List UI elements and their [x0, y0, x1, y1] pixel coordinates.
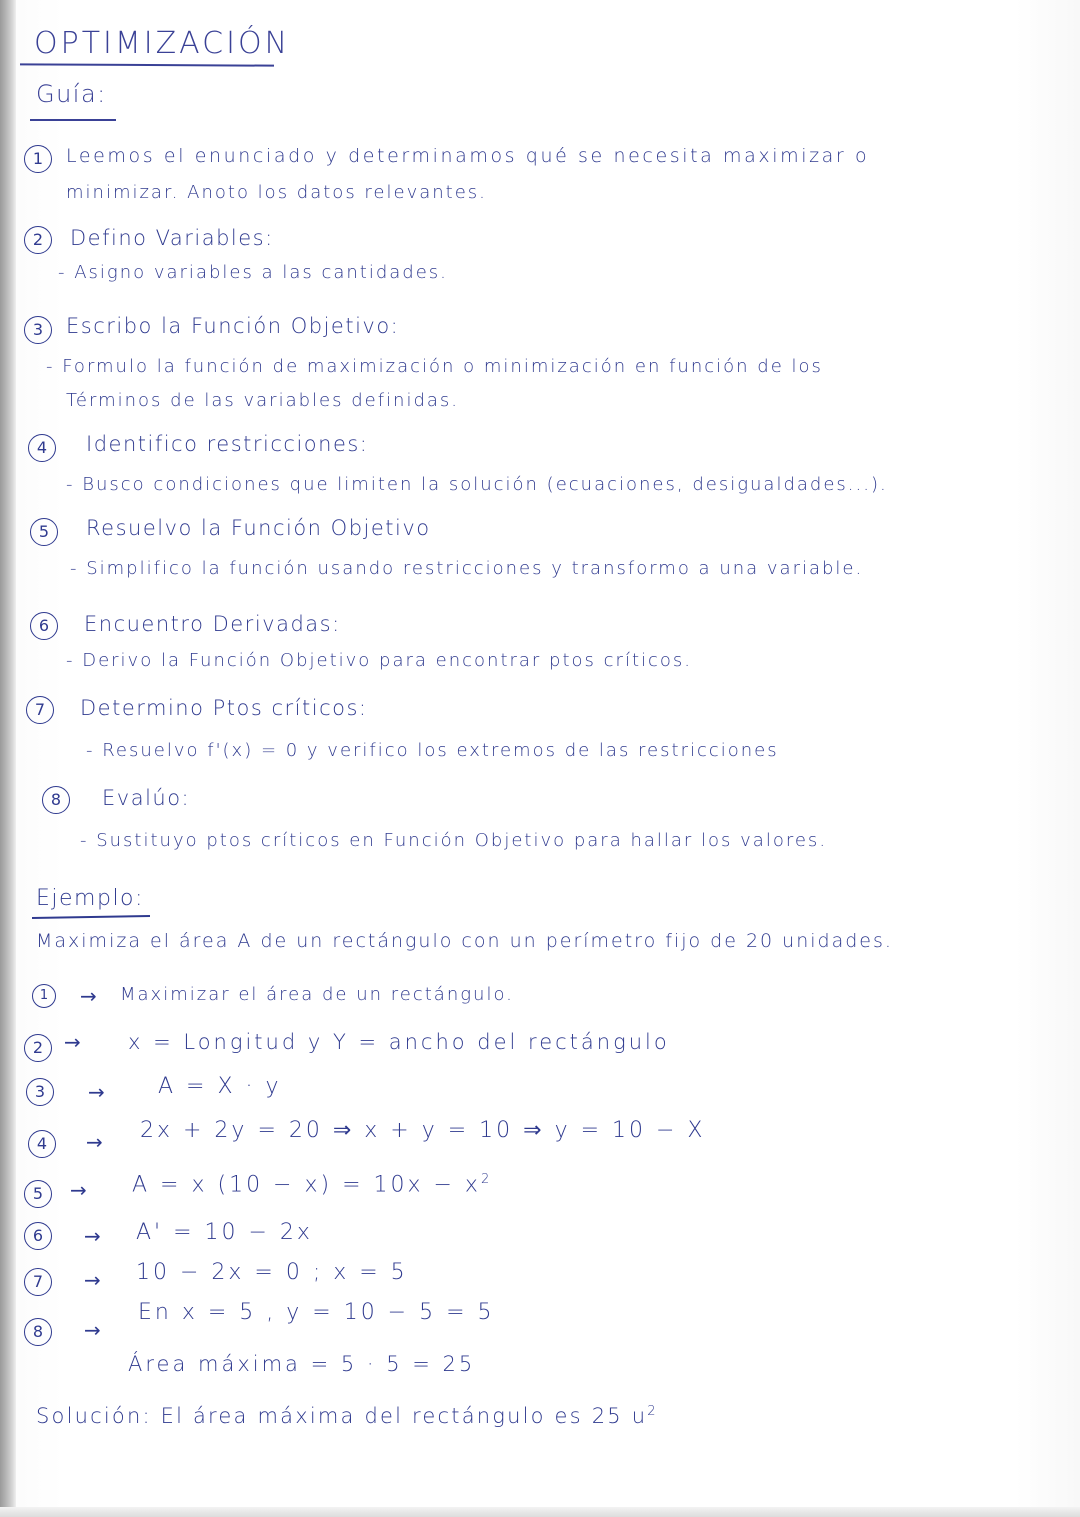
step-number-badge: 1 — [24, 145, 52, 173]
arrow-right-icon: → — [64, 1030, 81, 1054]
guide-underline — [30, 119, 116, 121]
example-step-text: A' = 10 − 2x — [136, 1220, 313, 1245]
step-title: Encuentro Derivadas: — [84, 612, 341, 636]
page-title: OPTIMIZACIÓN — [34, 26, 291, 61]
arrow-right-icon: → — [88, 1080, 105, 1104]
step-number-badge: 2 — [24, 226, 52, 254]
step-text: Términos de las variables definidas. — [66, 390, 460, 411]
step-title: Evalúo: — [102, 786, 191, 810]
example-step-badge: 1 — [32, 984, 56, 1008]
exponent: 2 — [480, 1172, 493, 1187]
title-underline — [20, 63, 274, 66]
example-step-badge: 5 — [24, 1180, 52, 1208]
example-step-badge: 3 — [26, 1078, 54, 1106]
arrow-right-icon: → — [70, 1178, 87, 1202]
step-text: - Resuelvo f'(x) = 0 y verifico los extremos de las restricciones — [86, 740, 779, 761]
step-text: - Busco condiciones que limiten la solución (ecuaciones, desigualdades...). — [66, 474, 888, 495]
example-step-badge: 4 — [28, 1130, 56, 1158]
step-number-badge: 8 — [42, 786, 70, 814]
example-step-badge: 6 — [24, 1222, 52, 1250]
example-step-text: x = Longitud y Y = ancho del rectángulo — [128, 1030, 670, 1054]
solution-line — [36, 1404, 658, 1428]
step-title: Identifico restricciones: — [86, 432, 369, 456]
solution-text: Solución: El área máxima del rectángulo es 25 u — [36, 1404, 648, 1428]
step-text: - Asigno variables a las cantidades. — [58, 262, 448, 283]
example-step-text: 2x + 2y = 20 ⇒ x + y = 10 ⇒ y = 10 − X — [140, 1118, 706, 1143]
guide-heading: Guía: — [36, 80, 107, 108]
step-text: - Formulo la función de maximización o minimización en función de los — [46, 356, 823, 377]
example-step-badge: 7 — [24, 1268, 52, 1296]
example-heading: Ejemplo: — [36, 886, 144, 911]
arrow-right-icon: → — [84, 1268, 101, 1292]
step-number-badge: 4 — [28, 434, 56, 462]
example-step-badge: 8 — [24, 1318, 52, 1346]
example-step-text: En x = 5 , y = 10 − 5 = 5 — [138, 1300, 495, 1325]
step-number-badge: 3 — [24, 316, 52, 344]
example-step-expression: A = x (10 − x) = 10x − x — [132, 1172, 481, 1198]
example-problem-statement: Maximiza el área A de un rectángulo con un perímetro fijo de 20 unidades. — [36, 930, 893, 952]
scan-left-edge — [0, 0, 16, 1517]
step-text: minimizar. Anoto los datos relevantes. — [66, 182, 487, 203]
step-title: Escribo la Función Objetivo: — [66, 314, 400, 338]
step-text: - Derivo la Función Objetivo para encontrar ptos críticos. — [66, 650, 693, 671]
exponent: 2 — [647, 1404, 658, 1419]
step-title: Determino Ptos críticos: — [80, 696, 368, 720]
step-text: - Simplifico la función usando restricciones y transformo a una variable. — [70, 558, 864, 579]
step-title: Resuelvo la Función Objetivo — [86, 516, 431, 540]
step-text: - Sustituyo ptos críticos en Función Objetivo para hallar los valores. — [80, 830, 828, 851]
arrow-right-icon: → — [80, 984, 97, 1008]
arrow-right-icon: → — [84, 1224, 101, 1248]
step-number-badge: 6 — [30, 612, 58, 640]
arrow-right-icon: → — [86, 1130, 103, 1154]
example-step-text — [132, 1172, 492, 1197]
example-underline — [32, 915, 150, 919]
arrow-right-icon: → — [84, 1318, 101, 1342]
scan-bottom-edge — [0, 1507, 1080, 1517]
example-step-text: 10 − 2x = 0 ; x = 5 — [136, 1260, 408, 1285]
step-title: Leemos el enunciado y determinamos qué se necesita maximizar o — [66, 145, 870, 167]
example-step-text: Maximizar el área de un rectángulo. — [120, 984, 514, 1005]
max-area-line: Área máxima = 5 · 5 = 25 — [128, 1352, 476, 1376]
example-step-text: A = X · y — [158, 1074, 282, 1099]
example-step-badge: 2 — [24, 1034, 52, 1062]
step-number-badge: 5 — [30, 518, 58, 546]
step-number-badge: 7 — [26, 696, 54, 724]
step-title: Defino Variables: — [70, 226, 274, 250]
